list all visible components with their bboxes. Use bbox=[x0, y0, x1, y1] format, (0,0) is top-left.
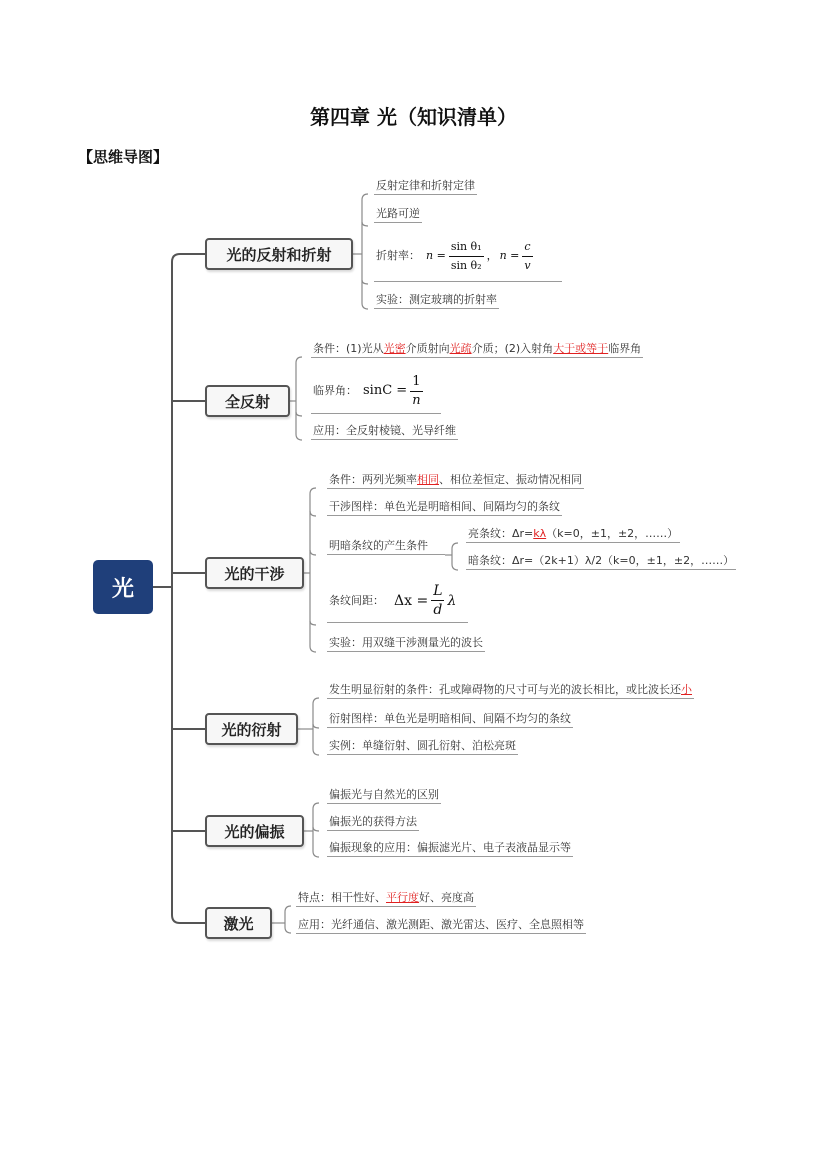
leaf-polarization-difference: 偏振光与自然光的区别 bbox=[327, 788, 441, 804]
formula-n-lhs-1: n = bbox=[426, 249, 446, 262]
topic-interference: 光的干涉 bbox=[205, 557, 304, 589]
formula-n-lhs-2: n = bbox=[499, 249, 520, 262]
formula-numerator-1: 1 bbox=[410, 373, 422, 392]
highlight-small: 小 bbox=[681, 683, 692, 696]
formula-numerator-sin1: sin θ₁ bbox=[449, 238, 484, 257]
fringe-spacing-label: 条纹间距： bbox=[329, 593, 384, 607]
leaf-interference-experiment: 实验：用双缝干涉测量光的波长 bbox=[327, 636, 485, 652]
leaf-diffraction-pattern: 衍射图样：单色光是明暗相间、间隔不均匀的条纹 bbox=[327, 712, 573, 728]
mindmap-root: 光 bbox=[93, 560, 153, 614]
leaf-interference-pattern: 干涉图样：单色光是明暗相间、间隔均匀的条纹 bbox=[327, 500, 562, 516]
highlight-greater-equal: 大于或等于 bbox=[553, 342, 609, 355]
formula-denominator-v: v bbox=[524, 258, 531, 272]
highlight-k-lambda: kλ bbox=[533, 527, 547, 540]
critical-angle-label: 临界角： bbox=[313, 384, 357, 397]
leaf-fringe-spacing bbox=[327, 580, 468, 623]
leaf-laser-application: 应用：光纤通信、激光测距、激光雷达、医疗、全息照相等 bbox=[296, 918, 586, 934]
topic-polarization: 光的偏振 bbox=[205, 815, 304, 847]
formula-fraction-cv bbox=[522, 238, 532, 275]
formula-dx-lhs: Δx = bbox=[394, 592, 429, 609]
leaf-fringe-cause: 明暗条纹的产生条件 bbox=[327, 539, 445, 555]
leaf-total-reflection-condition: 条件：(1)光从光密介质射向光疏介质；(2)入射角大于或等于临界角 bbox=[311, 342, 643, 358]
formula-fraction-Ld bbox=[431, 582, 444, 619]
formula-lambda: λ bbox=[447, 592, 457, 609]
formula-fraction-sin bbox=[449, 238, 484, 275]
topic-total-reflection: 全反射 bbox=[205, 385, 290, 417]
refractive-index-label: 折射率： bbox=[376, 249, 420, 262]
leaf-refraction-experiment: 实验：测定玻璃的折射率 bbox=[374, 293, 499, 309]
section-heading: 【思维导图】 bbox=[78, 148, 169, 166]
leaf-diffraction-examples: 实例：单缝衍射、圆孔衍射、泊松亮斑 bbox=[327, 739, 518, 755]
leaf-critical-angle bbox=[311, 370, 441, 414]
topic-laser: 激光 bbox=[205, 907, 272, 939]
page-title: 第四章 光（知识清单） bbox=[310, 105, 517, 129]
formula-denominator-n: n bbox=[412, 392, 421, 408]
leaf-refractive-index bbox=[374, 232, 562, 282]
formula-numerator-c: c bbox=[522, 238, 532, 257]
highlight-parallelism: 平行度 bbox=[386, 891, 419, 904]
formula-separator: ， bbox=[486, 249, 498, 262]
leaf-dark-fringe: 暗条纹：Δr=（2k+1）λ/2（k=0，±1，±2，……） bbox=[466, 554, 736, 570]
formula-fraction-1n bbox=[410, 373, 422, 410]
highlight-optically-thinner: 光疏 bbox=[449, 342, 472, 355]
leaf-diffraction-condition: 发生明显衍射的条件：孔或障碍物的尺寸可与光的波长相比，或比波长还小 bbox=[327, 683, 694, 699]
topic-reflection-refraction: 光的反射和折射 bbox=[205, 238, 353, 270]
leaf-polarization-application: 偏振现象的应用：偏振滤光片、电子表液晶显示等 bbox=[327, 841, 573, 857]
leaf-reflection-law: 反射定律和折射定律 bbox=[374, 179, 477, 195]
formula-denominator-d: d bbox=[433, 602, 443, 618]
highlight-same: 相同 bbox=[417, 473, 439, 486]
leaf-interference-condition: 条件：两列光频率相同、相位差恒定、振动情况相同 bbox=[327, 473, 584, 489]
formula-numerator-L: L bbox=[433, 583, 443, 599]
leaf-laser-features: 特点：相干性好、平行度好、亮度高 bbox=[296, 891, 476, 907]
highlight-optically-denser: 光密 bbox=[383, 342, 406, 355]
formula-denominator-sin2: sin θ₂ bbox=[450, 258, 482, 272]
formula-sinC-lhs: sinC = bbox=[363, 383, 408, 398]
leaf-total-reflection-application: 应用：全反射棱镜、光导纤维 bbox=[311, 424, 458, 440]
leaf-reversible: 光路可逆 bbox=[374, 207, 422, 223]
leaf-bright-fringe: 亮条纹：Δr=kλ（k=0，±1，±2，……） bbox=[466, 527, 680, 543]
leaf-polarization-method: 偏振光的获得方法 bbox=[327, 815, 419, 831]
topic-diffraction: 光的衍射 bbox=[205, 713, 298, 745]
